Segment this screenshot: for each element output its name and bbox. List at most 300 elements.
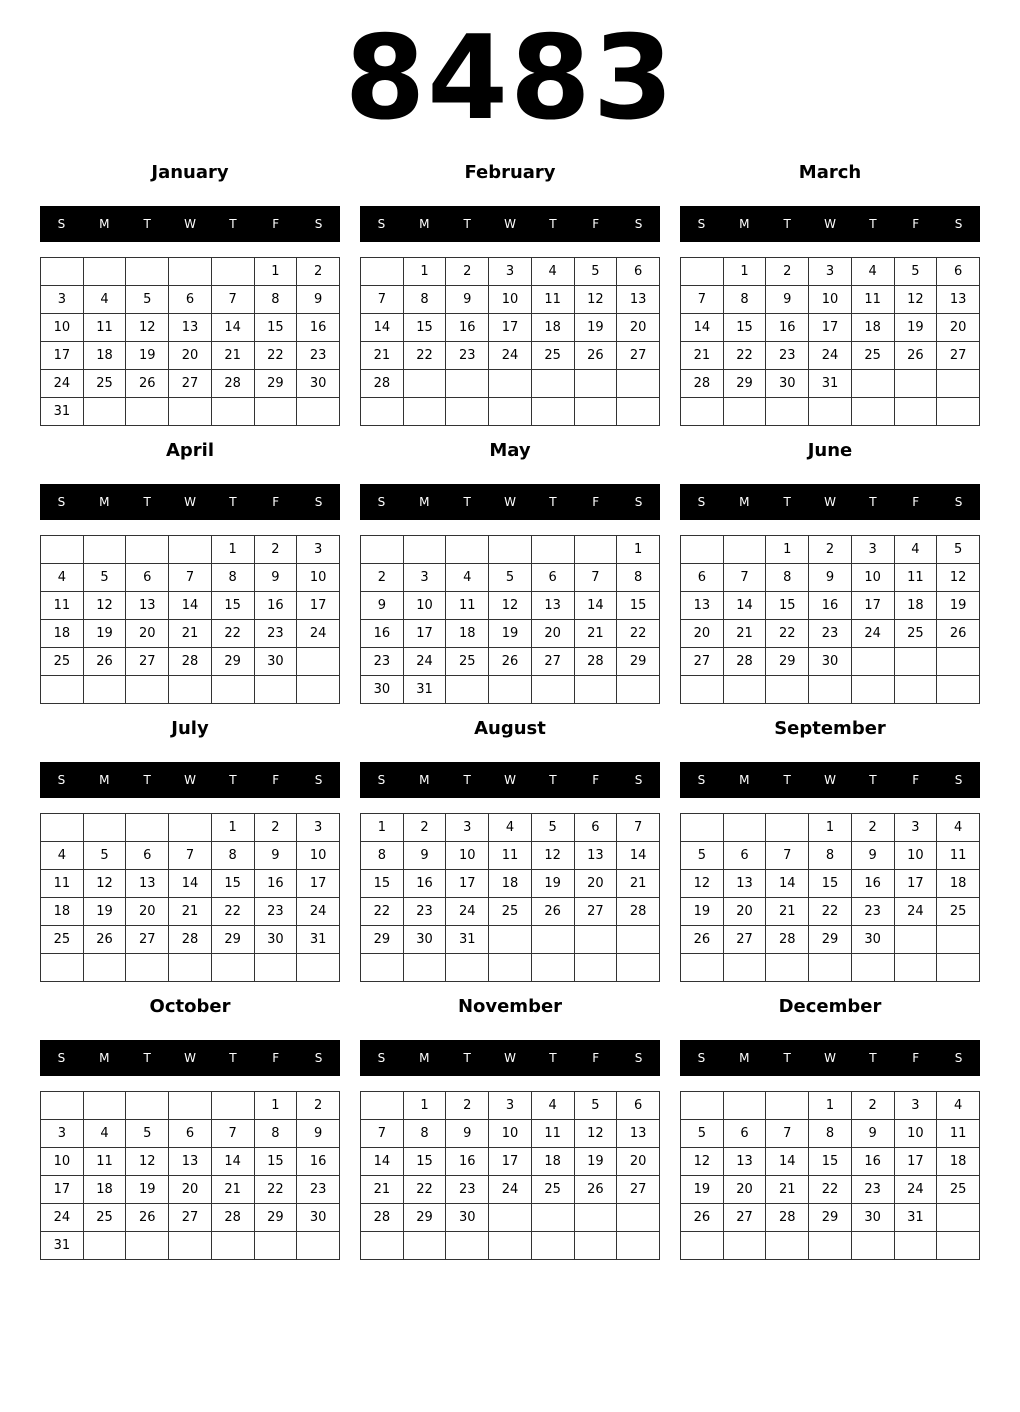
month-name: June: [807, 440, 853, 461]
day-cell: 23: [851, 898, 894, 926]
day-cell: 8: [211, 842, 254, 870]
day-cell: 2: [297, 1092, 340, 1120]
day-cell: 21: [574, 620, 617, 648]
day-cell: 19: [531, 870, 574, 898]
day-grid: [40, 257, 340, 426]
day-cell: 14: [361, 1148, 404, 1176]
day-grid: [360, 535, 660, 704]
empty-day-cell: [254, 954, 297, 982]
day-cell: 1: [766, 536, 809, 564]
empty-day-cell: [403, 370, 446, 398]
empty-day-cell: [126, 1232, 169, 1260]
day-cell: 20: [617, 1148, 660, 1176]
week-row: [681, 1092, 980, 1120]
weekday-label: W: [824, 495, 836, 509]
day-cell: 14: [766, 1148, 809, 1176]
day-cell: 8: [617, 564, 660, 592]
day-cell: 1: [211, 536, 254, 564]
week-row: [41, 1120, 340, 1148]
week-row: [361, 1232, 660, 1260]
empty-day-cell: [254, 398, 297, 426]
day-cell: 14: [766, 870, 809, 898]
empty-day-cell: [41, 676, 84, 704]
day-cell: 5: [126, 1120, 169, 1148]
day-cell: 26: [126, 1204, 169, 1232]
empty-day-cell: [489, 1204, 532, 1232]
day-cell: 12: [489, 592, 532, 620]
empty-day-cell: [531, 536, 574, 564]
day-cell: 3: [446, 814, 489, 842]
day-cell: 15: [211, 592, 254, 620]
weekday-label: F: [272, 1051, 280, 1065]
day-cell: 6: [723, 1120, 766, 1148]
day-cell: 19: [126, 1176, 169, 1204]
weekday-label: T: [869, 495, 877, 509]
day-cell: 17: [489, 1148, 532, 1176]
week-row: [361, 1092, 660, 1120]
day-cell: 23: [851, 1176, 894, 1204]
empty-day-cell: [937, 954, 980, 982]
day-cell: 18: [851, 314, 894, 342]
day-cell: 13: [126, 870, 169, 898]
day-cell: 20: [126, 620, 169, 648]
day-cell: 25: [937, 1176, 980, 1204]
day-cell: 20: [617, 314, 660, 342]
day-cell: 6: [937, 258, 980, 286]
empty-day-cell: [894, 648, 937, 676]
day-cell: 14: [211, 314, 254, 342]
day-grid: [40, 535, 340, 704]
empty-day-cell: [894, 926, 937, 954]
week-row: [41, 1176, 340, 1204]
empty-day-cell: [681, 814, 724, 842]
week-row: [41, 620, 340, 648]
empty-day-cell: [681, 1092, 724, 1120]
empty-day-cell: [489, 370, 532, 398]
day-cell: 7: [361, 286, 404, 314]
week-row: [41, 398, 340, 426]
day-cell: 29: [766, 648, 809, 676]
empty-day-cell: [531, 1232, 574, 1260]
weekday-label: S: [314, 773, 323, 787]
day-cell: 7: [681, 286, 724, 314]
week-row: [681, 620, 980, 648]
weekday-label: M: [99, 773, 110, 787]
empty-day-cell: [41, 1092, 84, 1120]
day-grid: [40, 1091, 340, 1260]
week-row: [681, 676, 980, 704]
empty-day-cell: [531, 954, 574, 982]
week-row: [41, 898, 340, 926]
day-cell: 7: [211, 286, 254, 314]
empty-day-cell: [809, 398, 852, 426]
empty-day-cell: [723, 1232, 766, 1260]
day-cell: 8: [361, 842, 404, 870]
day-cell: 31: [41, 398, 84, 426]
day-cell: 24: [297, 620, 340, 648]
empty-day-cell: [83, 1092, 126, 1120]
day-cell: 24: [41, 1204, 84, 1232]
weekday-label: T: [463, 773, 471, 787]
day-cell: 20: [723, 898, 766, 926]
day-cell: 23: [766, 342, 809, 370]
day-cell: 9: [254, 564, 297, 592]
weekday-header: [40, 762, 340, 798]
day-cell: 19: [574, 1148, 617, 1176]
day-cell: 21: [766, 898, 809, 926]
day-cell: 30: [809, 648, 852, 676]
day-cell: 20: [126, 898, 169, 926]
day-cell: 16: [851, 870, 894, 898]
empty-day-cell: [41, 258, 84, 286]
day-cell: 7: [723, 564, 766, 592]
day-cell: 16: [361, 620, 404, 648]
empty-day-cell: [403, 954, 446, 982]
weekday-header: [360, 1040, 660, 1076]
day-cell: 24: [894, 898, 937, 926]
day-cell: 28: [211, 370, 254, 398]
empty-day-cell: [169, 1232, 212, 1260]
day-cell: 5: [937, 536, 980, 564]
day-cell: 23: [254, 620, 297, 648]
week-row: [681, 398, 980, 426]
day-cell: 19: [83, 898, 126, 926]
weekday-label: F: [272, 495, 280, 509]
day-cell: 6: [126, 564, 169, 592]
empty-day-cell: [297, 954, 340, 982]
empty-day-cell: [489, 536, 532, 564]
month-name: July: [171, 718, 209, 739]
day-cell: 6: [126, 842, 169, 870]
day-grid: [40, 813, 340, 982]
day-cell: 18: [937, 1148, 980, 1176]
empty-day-cell: [574, 536, 617, 564]
week-row: [681, 870, 980, 898]
weekday-label: T: [229, 1051, 237, 1065]
day-cell: 14: [723, 592, 766, 620]
day-cell: 15: [254, 1148, 297, 1176]
day-cell: 11: [851, 286, 894, 314]
day-cell: 8: [723, 286, 766, 314]
empty-day-cell: [211, 398, 254, 426]
empty-day-cell: [169, 814, 212, 842]
day-cell: 2: [361, 564, 404, 592]
week-row: [361, 564, 660, 592]
week-row: [681, 814, 980, 842]
weekday-label: S: [314, 495, 323, 509]
weekday-label: M: [99, 1051, 110, 1065]
empty-day-cell: [574, 926, 617, 954]
weekday-header: [40, 484, 340, 520]
day-cell: 5: [574, 258, 617, 286]
empty-day-cell: [851, 370, 894, 398]
day-cell: 19: [681, 1176, 724, 1204]
day-cell: 25: [83, 1204, 126, 1232]
weekday-label: S: [314, 217, 323, 231]
day-cell: 23: [446, 1176, 489, 1204]
week-row: [41, 870, 340, 898]
empty-day-cell: [41, 954, 84, 982]
empty-day-cell: [809, 676, 852, 704]
day-cell: 27: [531, 648, 574, 676]
weekday-label: T: [549, 773, 557, 787]
day-cell: 22: [403, 342, 446, 370]
day-cell: 20: [169, 1176, 212, 1204]
week-row: [41, 536, 340, 564]
day-cell: 29: [211, 648, 254, 676]
day-cell: 12: [126, 1148, 169, 1176]
empty-day-cell: [169, 1092, 212, 1120]
week-row: [41, 676, 340, 704]
day-cell: 22: [723, 342, 766, 370]
day-cell: 1: [254, 258, 297, 286]
day-grid: [680, 535, 980, 704]
day-cell: 26: [681, 926, 724, 954]
week-row: [361, 258, 660, 286]
weekday-label: W: [824, 1051, 836, 1065]
week-row: [361, 954, 660, 982]
day-cell: 9: [297, 1120, 340, 1148]
day-cell: 24: [403, 648, 446, 676]
empty-day-cell: [489, 676, 532, 704]
day-cell: 15: [809, 1148, 852, 1176]
empty-day-cell: [83, 1232, 126, 1260]
empty-day-cell: [574, 370, 617, 398]
empty-day-cell: [489, 954, 532, 982]
weekday-header: [680, 762, 980, 798]
day-cell: 24: [894, 1176, 937, 1204]
month-name: November: [457, 996, 563, 1017]
day-cell: 2: [254, 814, 297, 842]
weekday-label: S: [57, 495, 66, 509]
day-cell: 19: [681, 898, 724, 926]
day-cell: 1: [403, 1092, 446, 1120]
day-cell: 30: [361, 676, 404, 704]
empty-day-cell: [361, 398, 404, 426]
weekday-label: S: [634, 217, 643, 231]
week-row: [681, 1120, 980, 1148]
day-cell: 16: [403, 870, 446, 898]
day-cell: 27: [937, 342, 980, 370]
day-cell: 27: [169, 370, 212, 398]
day-cell: 15: [723, 314, 766, 342]
empty-day-cell: [489, 1232, 532, 1260]
day-cell: 24: [489, 1176, 532, 1204]
empty-day-cell: [574, 1232, 617, 1260]
day-cell: 26: [83, 648, 126, 676]
day-cell: 23: [361, 648, 404, 676]
weekday-label: S: [697, 1051, 706, 1065]
weekday-label: T: [463, 495, 471, 509]
weekday-label: F: [272, 217, 280, 231]
weekday-label: M: [419, 495, 430, 509]
day-cell: 29: [403, 1204, 446, 1232]
empty-day-cell: [446, 676, 489, 704]
weekday-label: F: [592, 217, 600, 231]
week-row: [41, 954, 340, 982]
day-grid: [680, 1091, 980, 1260]
day-cell: 20: [723, 1176, 766, 1204]
empty-day-cell: [169, 536, 212, 564]
weekday-label: T: [463, 217, 471, 231]
weekday-label: F: [912, 217, 920, 231]
day-cell: 17: [894, 1148, 937, 1176]
week-row: [41, 1092, 340, 1120]
day-cell: 6: [617, 1092, 660, 1120]
empty-day-cell: [809, 954, 852, 982]
empty-day-cell: [809, 1232, 852, 1260]
day-cell: 23: [446, 342, 489, 370]
day-cell: 5: [681, 1120, 724, 1148]
day-cell: 28: [169, 926, 212, 954]
day-cell: 9: [766, 286, 809, 314]
weekday-label: M: [419, 217, 430, 231]
day-cell: 18: [83, 342, 126, 370]
empty-day-cell: [937, 370, 980, 398]
weekday-label: W: [184, 773, 196, 787]
day-cell: 29: [361, 926, 404, 954]
day-cell: 10: [41, 314, 84, 342]
day-cell: 27: [126, 648, 169, 676]
day-cell: 3: [809, 258, 852, 286]
day-cell: 13: [126, 592, 169, 620]
empty-day-cell: [297, 1232, 340, 1260]
week-row: [681, 1176, 980, 1204]
empty-day-cell: [211, 954, 254, 982]
empty-day-cell: [361, 536, 404, 564]
month-name: September: [774, 718, 886, 739]
weekday-label: W: [184, 1051, 196, 1065]
day-cell: 13: [531, 592, 574, 620]
empty-day-cell: [681, 258, 724, 286]
weekday-label: F: [912, 495, 920, 509]
day-cell: 6: [617, 258, 660, 286]
day-cell: 27: [723, 926, 766, 954]
weekday-label: W: [184, 217, 196, 231]
empty-day-cell: [681, 954, 724, 982]
day-cell: 27: [723, 1204, 766, 1232]
week-row: [361, 536, 660, 564]
empty-day-cell: [766, 954, 809, 982]
week-row: [41, 370, 340, 398]
day-cell: 25: [531, 342, 574, 370]
day-cell: 11: [489, 842, 532, 870]
empty-day-cell: [83, 258, 126, 286]
week-row: [361, 1120, 660, 1148]
weekday-label: W: [184, 495, 196, 509]
weekday-header: [360, 206, 660, 242]
day-cell: 16: [297, 1148, 340, 1176]
day-cell: 20: [937, 314, 980, 342]
day-cell: 29: [254, 1204, 297, 1232]
day-cell: 17: [489, 314, 532, 342]
week-row: [41, 1204, 340, 1232]
empty-day-cell: [851, 1232, 894, 1260]
day-cell: 7: [169, 842, 212, 870]
week-row: [681, 342, 980, 370]
day-cell: 25: [41, 648, 84, 676]
day-cell: 10: [297, 842, 340, 870]
weekday-label: S: [57, 217, 66, 231]
day-cell: 15: [211, 870, 254, 898]
day-cell: 5: [83, 842, 126, 870]
day-cell: 4: [41, 564, 84, 592]
empty-day-cell: [446, 370, 489, 398]
day-cell: 12: [681, 870, 724, 898]
day-cell: 11: [446, 592, 489, 620]
day-cell: 10: [41, 1148, 84, 1176]
day-cell: 7: [766, 1120, 809, 1148]
day-cell: 18: [83, 1176, 126, 1204]
day-cell: 12: [937, 564, 980, 592]
day-cell: 6: [574, 814, 617, 842]
day-cell: 23: [809, 620, 852, 648]
day-cell: 18: [937, 870, 980, 898]
day-cell: 2: [297, 258, 340, 286]
day-cell: 12: [894, 286, 937, 314]
week-row: [681, 1232, 980, 1260]
day-cell: 28: [766, 926, 809, 954]
day-cell: 6: [169, 286, 212, 314]
day-cell: 30: [254, 648, 297, 676]
empty-day-cell: [126, 258, 169, 286]
month-name: August: [474, 718, 546, 739]
day-cell: 4: [937, 1092, 980, 1120]
empty-day-cell: [531, 926, 574, 954]
day-cell: 16: [254, 870, 297, 898]
weekday-label: M: [99, 217, 110, 231]
day-cell: 25: [489, 898, 532, 926]
day-cell: 21: [169, 620, 212, 648]
day-cell: 7: [617, 814, 660, 842]
day-cell: 17: [851, 592, 894, 620]
weekday-label: F: [912, 773, 920, 787]
day-cell: 4: [531, 1092, 574, 1120]
day-cell: 7: [766, 842, 809, 870]
weekday-label: T: [143, 1051, 151, 1065]
empty-day-cell: [851, 398, 894, 426]
day-cell: 28: [211, 1204, 254, 1232]
day-cell: 25: [41, 926, 84, 954]
day-cell: 3: [403, 564, 446, 592]
week-row: [681, 258, 980, 286]
weekday-label: S: [697, 217, 706, 231]
day-cell: 4: [531, 258, 574, 286]
month-name: February: [464, 162, 556, 183]
day-cell: 19: [126, 342, 169, 370]
empty-day-cell: [361, 1232, 404, 1260]
empty-day-cell: [126, 1092, 169, 1120]
day-grid: [680, 257, 980, 426]
day-cell: 8: [254, 286, 297, 314]
day-cell: 24: [851, 620, 894, 648]
day-cell: 31: [297, 926, 340, 954]
weekday-label: M: [739, 217, 750, 231]
weekday-label: T: [549, 495, 557, 509]
day-cell: 29: [254, 370, 297, 398]
empty-day-cell: [361, 258, 404, 286]
weekday-label: M: [419, 1051, 430, 1065]
weekday-label: T: [143, 495, 151, 509]
day-cell: 28: [766, 1204, 809, 1232]
day-cell: 9: [446, 286, 489, 314]
weekday-label: W: [824, 217, 836, 231]
empty-day-cell: [361, 954, 404, 982]
week-row: [681, 314, 980, 342]
week-row: [681, 1204, 980, 1232]
day-cell: 24: [489, 342, 532, 370]
weekday-label: M: [739, 773, 750, 787]
